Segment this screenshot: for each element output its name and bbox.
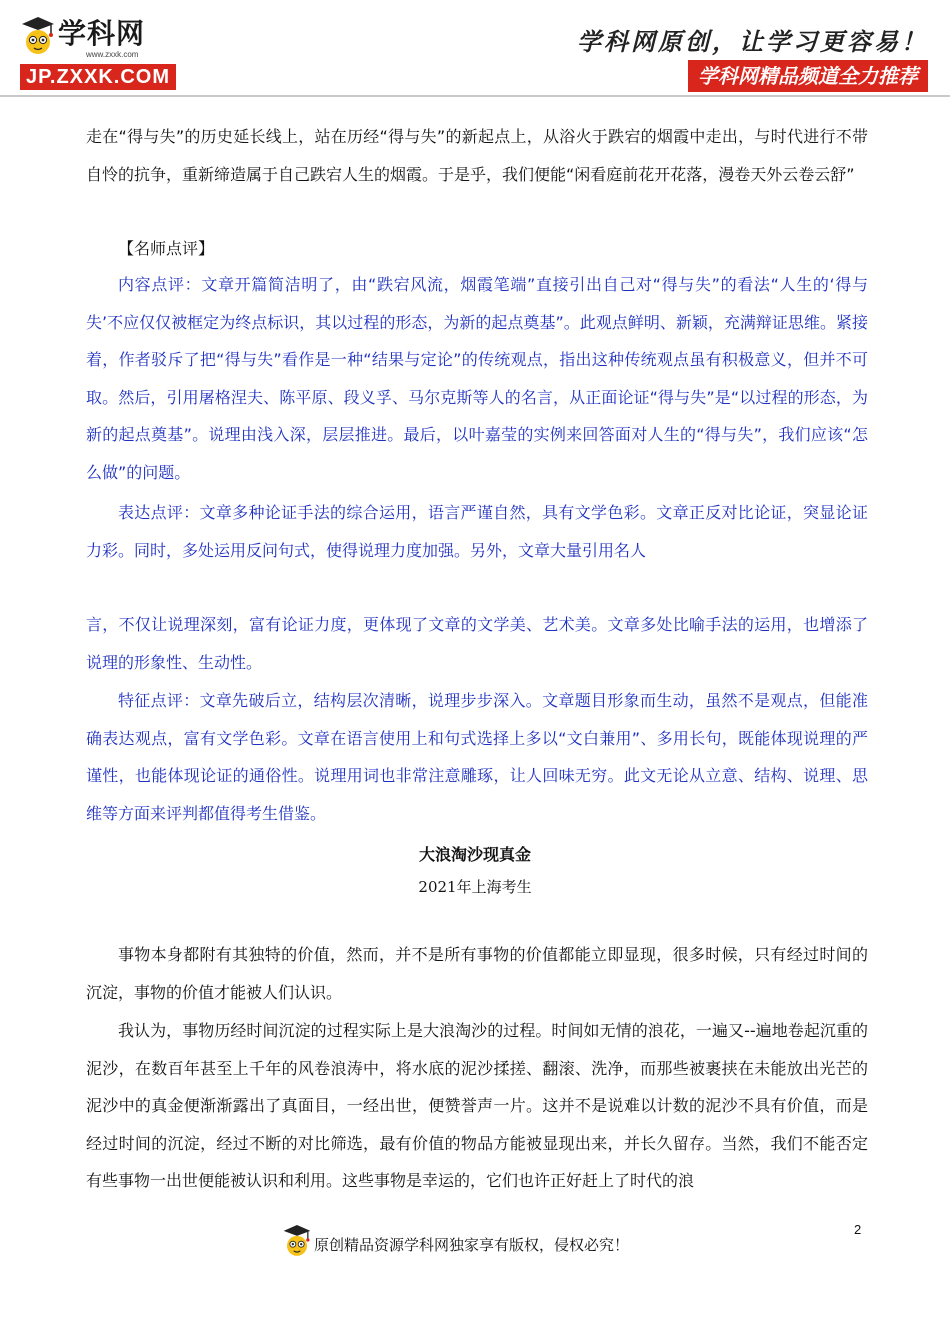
- brand-name: 学科网: [58, 17, 146, 50]
- expression-comment-continued: 言，不仅让说理深刻，富有论证力度，更体现了文章的文学美、艺术美。文章多处比喻手法的运用，也增添了说理的形象性、生动性。: [86, 615, 868, 672]
- graduate-mascot-icon: [20, 14, 56, 56]
- footer-copyright: 原创精品资源学科网独家享有版权，侵权必究！: [314, 1236, 630, 1254]
- essay-author: 2021年上海考生: [418, 878, 532, 896]
- essay-paragraph-2: 我认为，事物历经时间沉淀的过程实际上是大浪淘沙的过程。时间如无情的浪花，一遍又--遍地卷起沉重的泥沙，在数百年甚至上千年的风卷浪涛中，将水底的泥沙揉搓、翻滚、洗净，而那些被裹挟在未能放出光芒的泥沙中的真金便渐渐露出了真面目，一经出世，便赞誉声一片。这并不是说难以计数的泥沙不具有价值，而是经过时间的沉淀，经过不断的对比筛选，最有价值的物品方能被显现出来，并长久留存。当然，我们不能否定有些事物一出世便能被认识和利用。这些事物是幸运的，它们也许正好赶上了时代的浪: [86, 1021, 868, 1190]
- page-header: [0, 0, 950, 96]
- expression-comment-paragraph: 表达点评：文章多种论证手法的综合运用，语言严谨自然，具有文学色彩。文章正反对比论证，突显论证力彩。同时，多处运用反问句式，使得说理力度加强。另外，文章大量引用名人: [86, 503, 868, 560]
- essay-paragraph-1: 事物本身都附有其独特的价值，然而，并不是所有事物的价值都能立即显现，很多时候，只有经过时间的沉淀，事物的价值才能被人们认识。: [86, 945, 868, 1002]
- page-number: 2: [854, 1222, 862, 1237]
- feature-comment-paragraph: 特征点评：文章先破后立，结构层次清晰，说理步步深入。文章题目形象而生动，虽然不是观点，但能准确表达观点，富有文学色彩。文章在语言使用上和句式选择上多以“文白兼用”、多用长句，既能体现说理的严谨性，也能体现论证的通俗性。说理用词也非常注意雕琢，让人回味无穷。此文无论从立意、结构、说理、思维等方面来评判都值得考生借鉴。: [86, 691, 868, 823]
- header-divider: [0, 95, 950, 97]
- essay-title: 大浪淘沙现真金: [418, 845, 531, 864]
- essay-closing-paragraph: 走在“得与失”的历史延长线上，站在历经“得与失”的新起点上，从浴火于跌宕的烟霞中走出，与时代进行不带自怜的抗争，重新缔造属于自己跌宕人生的烟霞。于是乎，我们便能“闲看庭前花开花落，漫卷天外云卷云舒”: [86, 127, 868, 184]
- header-slogan: 学科网原创，让学习更容易！: [577, 27, 928, 56]
- brand-url: www.zxxk.com: [86, 50, 139, 59]
- header-banner: 学科网精品频道全力推荐: [688, 60, 928, 92]
- brand-domain: JP.ZXXK.COM: [20, 64, 176, 90]
- content-comment-paragraph: 内容点评：文章开篇简洁明了，由“跌宕风流，烟霞笔端”直接引出自己对“得与失”的看法“人生的‘得与失’不应仅仅被框定为终点标识，其以过程的形态，为新的起点奠基”。此观点鲜明、新颖，充满辩证思维。紧接着，作者驳斥了把“得与失”看作是一种“结果与定论”的传统观点，指出这种传统观点虽有积极意义，但并不可取。然后，引用屠格涅夫、陈平原、段义孚、马尔克斯等人的名言，从正面论证“得与失”是“以过程的形态，为新的起点奠基”。说理由浅入深，层层推进。最后，以叶嘉莹的实例来回答面对人生的“得与失”，我们应该“怎么做”的问题。: [86, 275, 868, 482]
- graduate-mascot-icon: [282, 1222, 312, 1258]
- teacher-comment-heading: 【名师点评】: [118, 239, 215, 258]
